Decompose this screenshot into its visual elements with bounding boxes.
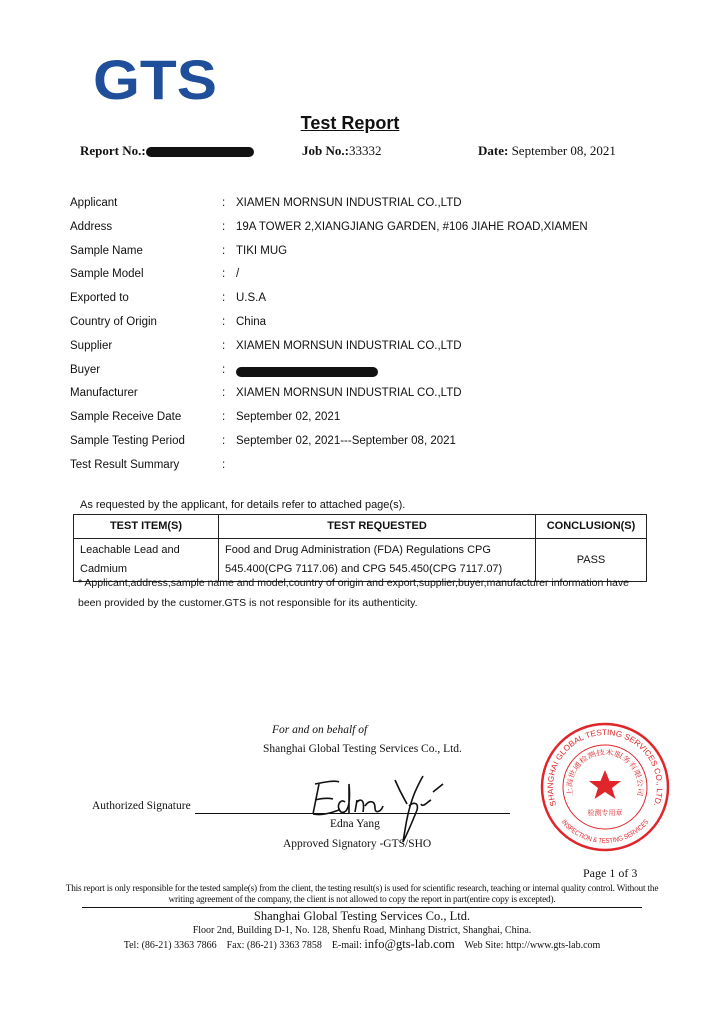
svg-text:SHANGHAI GLOBAL TESTING SERVIC: SHANGHAI GLOBAL TESTING SERVICES CO., LTD. bbox=[545, 727, 665, 808]
field-label: Sample Receive Date bbox=[70, 411, 182, 424]
footer-divider bbox=[82, 907, 642, 908]
svg-text:上海世通检测技术服务有限公司: 上海世通检测技术服务有限公司 bbox=[565, 748, 645, 797]
field-value: / bbox=[236, 268, 240, 281]
report-number: Report No.: bbox=[80, 143, 254, 159]
field-value: U.S.A bbox=[236, 292, 267, 305]
gts-logo bbox=[92, 55, 218, 101]
test-requested: Food and Drug Administration (FDA) Regulations CPG 545.400(CPG 7117.06) and CPG 545.450(CPG 7117.07) bbox=[219, 539, 536, 582]
field-colon: : bbox=[222, 220, 226, 233]
footer-company: Shanghai Global Testing Services Co., Ltd. bbox=[253, 909, 471, 923]
field-value: XIAMEN MORNSUN INDUSTRIAL CO.,LTD bbox=[236, 339, 462, 352]
field-label: Address bbox=[70, 220, 113, 233]
field-value: China bbox=[236, 316, 267, 328]
redaction bbox=[146, 147, 254, 157]
field-colon: : bbox=[222, 197, 226, 209]
handwritten-signature bbox=[305, 770, 445, 845]
report-disclaimer: This report is only responsible for the tested sample(s) from the client, the testing result(s) is used for scientific research, teaching or internal quality control. Without the writing agreement of the company, the client is not allowed to copy the report in part(entire copy is excepted). bbox=[65, 884, 659, 905]
field-label: Country of Origin bbox=[70, 316, 157, 328]
results-table bbox=[73, 514, 647, 582]
field-value: XIAMEN MORNSUN INDUSTRIAL CO.,LTD bbox=[236, 387, 462, 400]
field-label: Sample Model bbox=[70, 268, 144, 281]
field-colon: : bbox=[222, 339, 226, 352]
field-label: Test Result Summary bbox=[70, 458, 180, 471]
field-colon: : bbox=[222, 292, 226, 305]
test-item: Leachable Lead and Cadmium bbox=[74, 539, 219, 582]
field-value: 19A TOWER 2,XIANGJIANG GARDEN, #106 JIAHE ROAD,XIAMEN bbox=[236, 220, 588, 233]
field-colon: : bbox=[222, 316, 226, 328]
website-link[interactable]: Web Site: http://www.gts-lab.com bbox=[464, 940, 601, 951]
field-colon: : bbox=[222, 244, 226, 257]
field-colon: : bbox=[222, 268, 226, 281]
field-colon: : bbox=[222, 458, 226, 471]
report-title: Test Report bbox=[300, 113, 400, 133]
intro-text: As requested by the applicant, for details refer to attached page(s). bbox=[80, 499, 406, 511]
footer bbox=[60, 884, 664, 953]
th-test-requested: TEST REQUESTED bbox=[219, 515, 536, 539]
field-colon: : bbox=[222, 363, 226, 376]
field-value: September 02, 2021---September 08, 2021 bbox=[236, 435, 456, 447]
report-date: Date: September 08, 2021 bbox=[478, 143, 616, 158]
svg-text:检测专用章: 检测专用章 bbox=[587, 809, 623, 817]
field-label: Sample Name bbox=[70, 244, 143, 257]
svg-text:GTS: GTS bbox=[93, 55, 217, 101]
table-header bbox=[74, 515, 647, 539]
field-label: Supplier bbox=[70, 339, 113, 352]
behalf-text: For and on behalf of bbox=[272, 724, 368, 736]
svg-text:INSPECTION & TESTING SERVICES: INSPECTION & TESTING SERVICES bbox=[559, 818, 651, 846]
signatory-role: Approved Signatory -GTS/SHO bbox=[283, 838, 432, 850]
field-value: September 02, 2021 bbox=[236, 411, 341, 424]
company-name: Shanghai Global Testing Services Co., Ltd. bbox=[263, 743, 462, 755]
field-value: XIAMEN MORNSUN INDUSTRIAL CO.,LTD bbox=[236, 197, 462, 209]
field-colon: : bbox=[222, 387, 226, 400]
authorized-label: Authorized Signature bbox=[92, 800, 191, 812]
conclusion: PASS bbox=[536, 539, 647, 582]
field-label: Sample Testing Period bbox=[70, 435, 185, 447]
email-link[interactable]: info@gts-lab.com bbox=[364, 937, 455, 951]
field-label: Buyer bbox=[70, 363, 101, 376]
signatory-name: Edna Yang bbox=[330, 818, 380, 830]
footer-address: Floor 2nd, Building D-1, No. 128, Shenfu Road, Minhang District, Shanghai, China. bbox=[192, 925, 532, 936]
footer-contact: Tel: (86-21) 3363 7866 Fax: (86-21) 3363 7858 E-mail: info@gts-lab.com Web Site: http://www.gts-lab.com bbox=[123, 937, 601, 951]
field-value: TIKI MUG bbox=[236, 244, 288, 257]
field-colon: : bbox=[222, 435, 226, 447]
company-stamp bbox=[540, 722, 670, 852]
th-conclusion: CONCLUSION(S) bbox=[536, 515, 647, 539]
field-colon: : bbox=[222, 411, 226, 424]
field-label: Manufacturer bbox=[70, 387, 138, 400]
redaction bbox=[236, 367, 378, 377]
disclaimer-note: * Applicant,address,sample name and model,country of origin and export,supplier,buyer,manufacturer information have been provided by the customer.GTS is not responsible for its authenticity. bbox=[78, 577, 629, 609]
th-test-item: TEST ITEM(S) bbox=[74, 515, 219, 539]
page-number: Page 1 of 3 bbox=[583, 866, 638, 880]
field-label: Applicant bbox=[70, 197, 118, 209]
job-number: Job No.:33332 bbox=[302, 143, 382, 158]
field-label: Exported to bbox=[70, 292, 129, 305]
